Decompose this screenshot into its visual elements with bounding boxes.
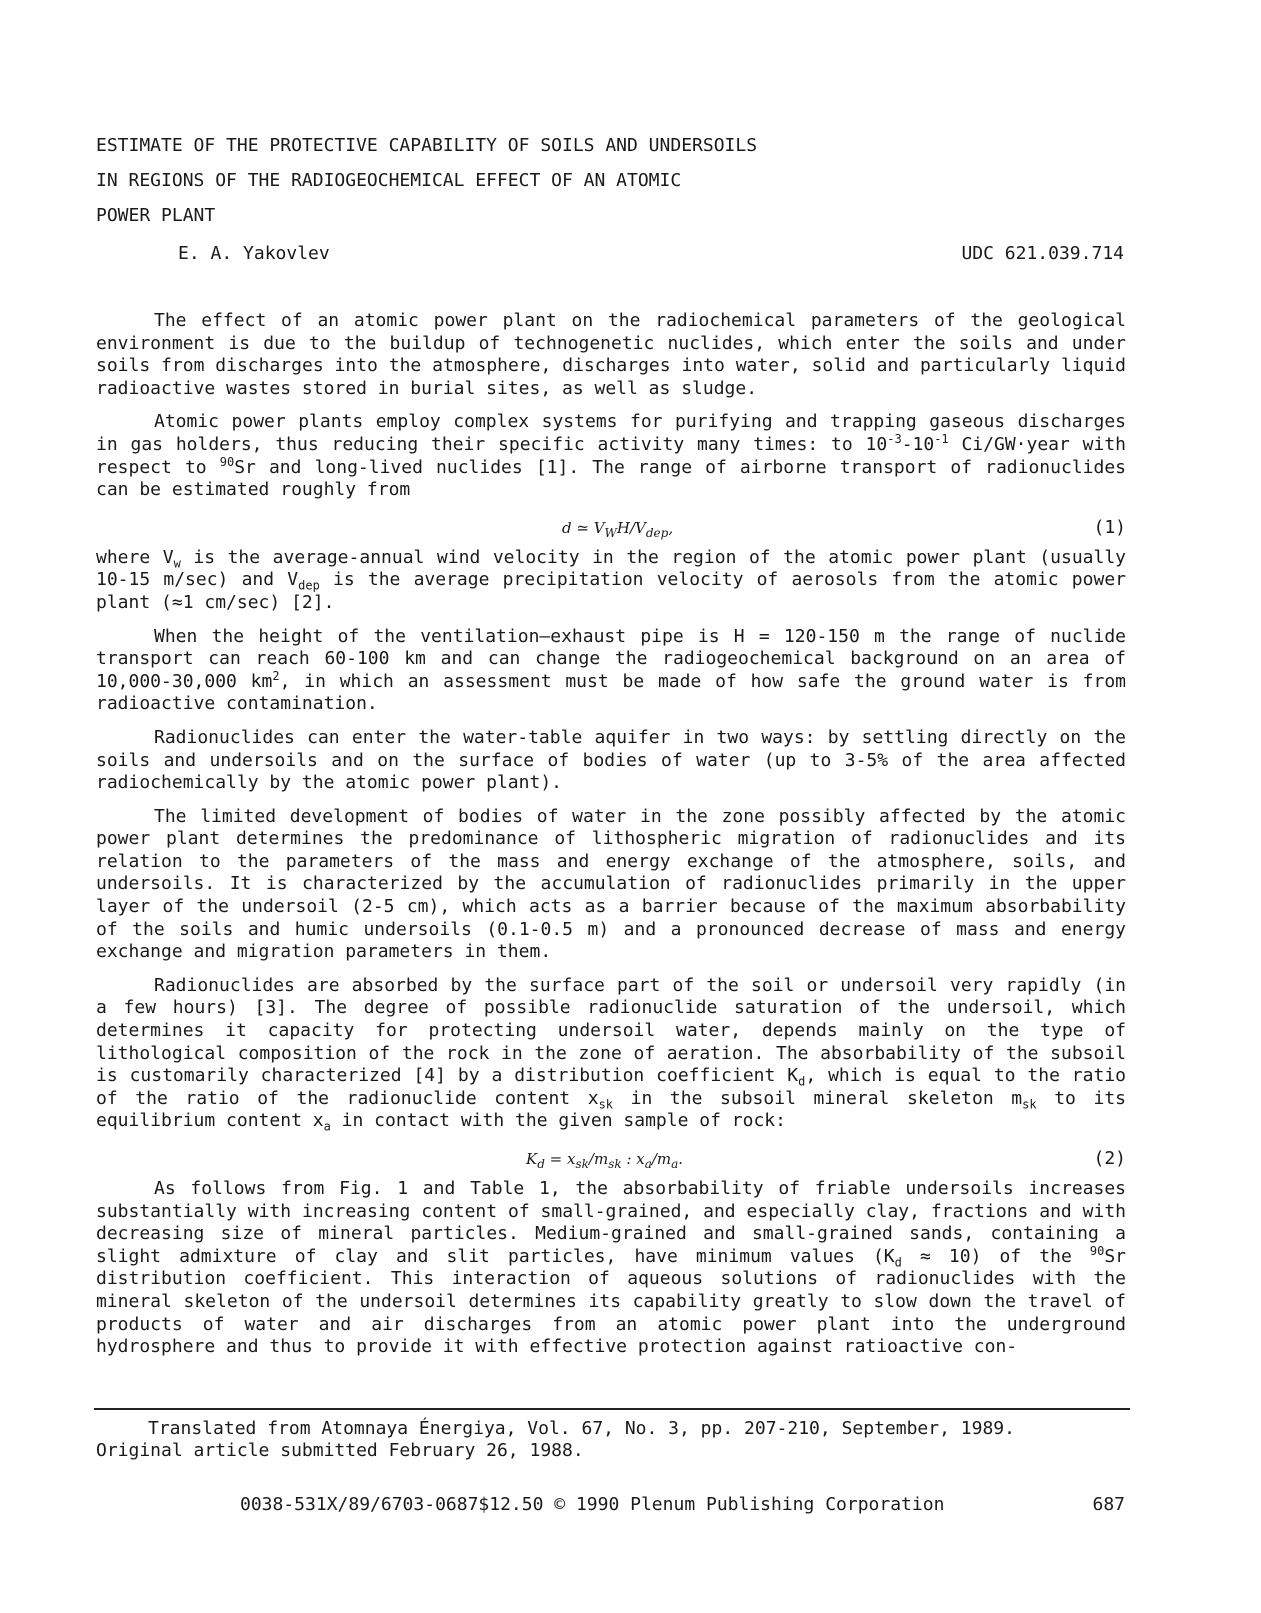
- paragraph-5: Radionuclides can enter the water-table aquifer in two ways: by settling directly on the soils and undersoils and on the surface of bodies of water (up to 3-5% of the area affected radiochemically by the atomic power plant).: [96, 726, 1126, 794]
- equation-1: [96, 513, 1126, 543]
- paragraph-6: The limited development of bodies of water in the zone possibly affected by the atomic power plant determines the predominance of lithospheric migration of radionuclides and its relation to the parameters of the mass and energy exchange of the atmosphere, soils, and undersoils. It is characterized by the accumulation of radionuclides primarily in the upper layer of the undersoil (2-5 cm), which acts as a barrier because of the maximum absorbability of the soils and humic undersoils (0.1-0.5 m) and a pronounced decrease of mass and energy exchange and migration parameters in them.: [96, 805, 1126, 963]
- paragraph-7: Radionuclides are absorbed by the surface part of the soil or undersoil very rapidly (in a few hours) [3]. The degree of possible radionuclide saturation of the undersoil, which determines it capacity for protecting undersoil water, depends mainly on the type of lithological composition of the rock in the zone of aeration. The absorbability of the subsoil is customarily characterized [4] by a distribution coefficient $K_d$, which is equal to the ratio of the ratio of the radionuclide content $x_{sk}$ in the subsoil mineral skeleton $m_{sk}$ to its equilibrium content $x_a$ in contact with the given sample of rock:: [96, 974, 1127, 1134]
- equation-1-number: (1): [1093, 516, 1126, 538]
- article-body: [96, 310, 1126, 1370]
- footnote-line-2: Original article submitted February 26, 1988.: [96, 1440, 584, 1461]
- equation-2: [96, 1144, 1126, 1174]
- paragraph-4: When the height of the ventilation—exhaust pipe is H = 120-150 m the range of nuclide transport can reach 60-100 km and can change the radiogeochemical background on an area of 10,000-30,000 $km^2$, in which an assessment must be made of how safe the ground water is from radioactive contamination.: [96, 625, 1126, 715]
- paragraph-3: where $V_w$ is the average-annual wind velocity in the region of the atomic power plant (usually 10-15 m/sec) and $V_{dep}$ is the average precipitation velocity of aerosols from the atomic power plant (≈1 cm/sec) [2].: [96, 546, 1126, 613]
- title-line-1: ESTIMATE OF THE PROTECTIVE CAPABILITY OF SOILS AND UNDERSOILS: [96, 135, 758, 156]
- equation-1-expression: d ≃ $V_WH/V_{dep}$,: [562, 518, 674, 540]
- article-title: [96, 128, 996, 233]
- translation-footnote: [96, 1418, 1126, 1462]
- paragraph-2: Atomic power plants employ complex systems for purifying and trapping gaseous discharges in gas holders, thus reducing their specific activity many times: to $10^{-3}-10^{-1}$ Ci/GW·year with respect to $^{90}$Sr and long-lived nuclides [1]. The range of airborne transport of radionuclides can be estimated roughly from: [96, 411, 1127, 501]
- udc-code: UDC 621.039.714: [961, 243, 1124, 264]
- title-line-3: POWER PLANT: [96, 205, 216, 226]
- paragraph-8: As follows from Fig. 1 and Table 1, the absorbability of friable undersoils increases substantially with increasing content of small-grained, and especially clay, fractions and with decreasing size of mineral particles. Medium-grained and small-grained sands, containing a slight admixture of clay and slit particles, have minimum values $(K_d \approx 10)$ of the $^{90}$Sr distribution coefficient. This interaction of aqueous solutions of radionuclides with the mineral skeleton of the undersoil determines its capability greatly to slow down the travel of products of water and air discharges from an atomic power plant into the underground hydrosphere and thus to provide it with effective protection against ratioactive con-: [96, 1178, 1127, 1358]
- page-number: 687: [1092, 1494, 1125, 1515]
- equation-2-expression: $K_d = x_{sk}/m_{sk}$ : $x_a/m_a$.: [526, 1150, 684, 1171]
- title-line-2: IN REGIONS OF THE RADIOGEOCHEMICAL EFFECT OF AN ATOMIC: [96, 170, 682, 191]
- footnote-divider: [94, 1408, 1130, 1410]
- author-name: E. A. Yakovlev: [178, 243, 330, 264]
- equation-2-number: (2): [1093, 1148, 1126, 1169]
- copyright-code: 0038-531X/89/6703-0687$12.50 © 1990 Plenum Publishing Corporation: [240, 1494, 945, 1515]
- paragraph-1: The effect of an atomic power plant on the radiochemical parameters of the geological environment is due to the buildup of technogenetic nuclides, which enter the soils and under soils from discharges into the atmosphere, discharges into water, solid and particularly liquid radioactive wastes stored in burial sites, as well as sludge.: [96, 310, 1126, 399]
- footnote-line-1: Translated from Atomnaya Énergiya, Vol. 67, No. 3, pp. 207-210, September, 1989.: [148, 1418, 1015, 1439]
